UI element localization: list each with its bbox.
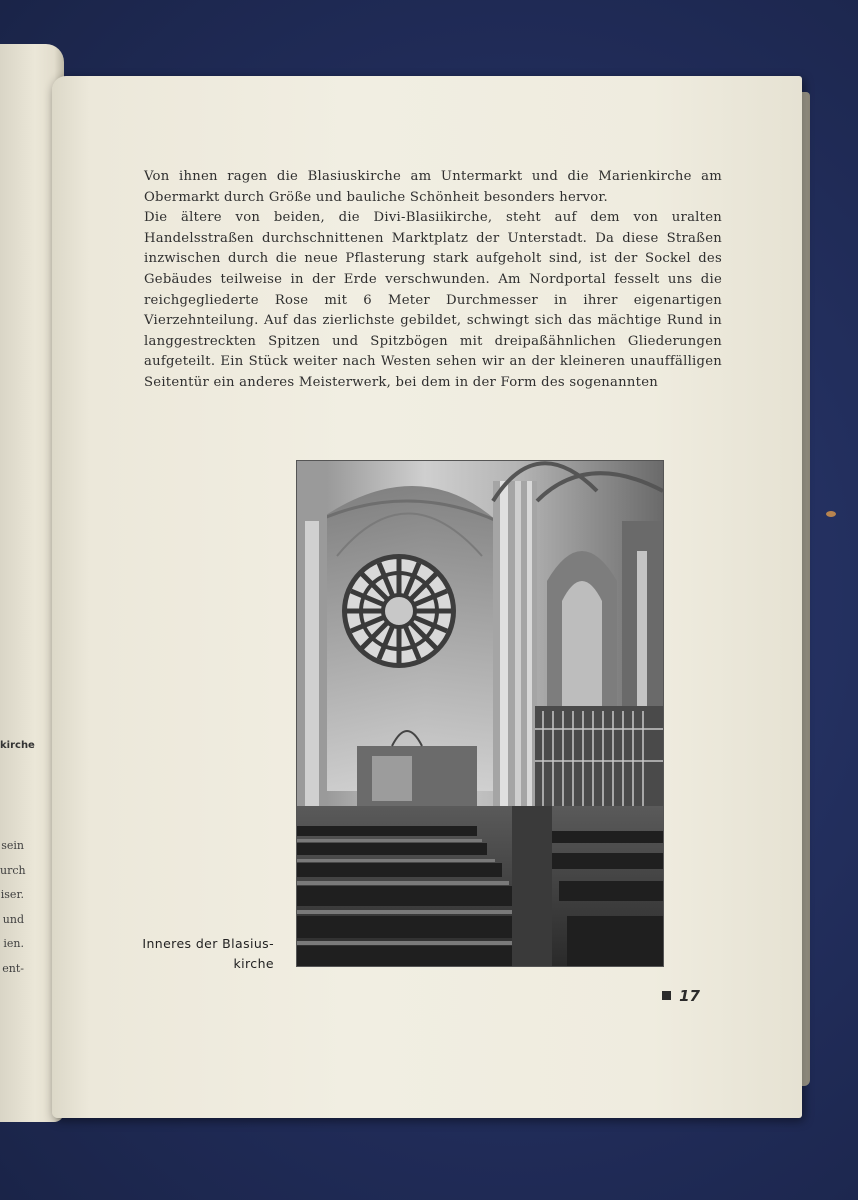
left-page-line: und <box>2 912 24 926</box>
paragraph: Die ältere von beiden, die Divi-Blasiikirche, steht auf dem von uralten Handelsstraßen durchschnittenen Marktplatz der Unterstadt. Da diese Straßen inzwischen durch die neue Pflasterung stark aufgeholt sind, ist der Sockel des Gebäudes teilweise in der Erde verschwunden. Am Nordportal fesselt uns die reichgegliederte Rose mit 6 Meter Durchmesser in ihrer eigenartigen Vierzehnteilung. Auf das zierlichste gebildet, schwingt sich das mächtige Rund in langgestreckten Spitzen und Spitzbögen mit dreipaßähnlichen Gliederungen aufgeteilt. Ein Stück weiter nach Westen sehen wir an der kleineren unauffälligen Seitentür ein anderes Meisterwerk, bei dem in der Form des sogenannten <box>144 210 722 390</box>
left-page-text-fragments <box>0 834 24 981</box>
left-page-line: ien. <box>3 937 24 950</box>
caption-line: kirche <box>233 956 274 971</box>
left-page-line: sein <box>1 839 24 852</box>
left-page-heading-fragment: kirche <box>0 740 35 751</box>
left-page-line: urch <box>0 863 26 877</box>
photo-caption <box>96 934 274 974</box>
left-page-line: iser. <box>0 888 24 901</box>
paragraph: Von ihnen ragen die Blasiuskirche am Untermarkt und die Marienkirche am Obermarkt durch Größe und bauliche Schönheit besonders hervor. <box>144 169 722 205</box>
caption-line: Inneres der Blasius- <box>142 936 274 951</box>
page-number <box>650 987 700 1005</box>
body-text <box>144 167 722 394</box>
book-page <box>52 76 802 1118</box>
page-number-value: 17 <box>679 987 700 1005</box>
paper-speck <box>826 511 836 517</box>
square-bullet-icon <box>662 991 671 1000</box>
church-interior-photo <box>296 460 664 967</box>
left-page-line: ent- <box>2 961 24 975</box>
